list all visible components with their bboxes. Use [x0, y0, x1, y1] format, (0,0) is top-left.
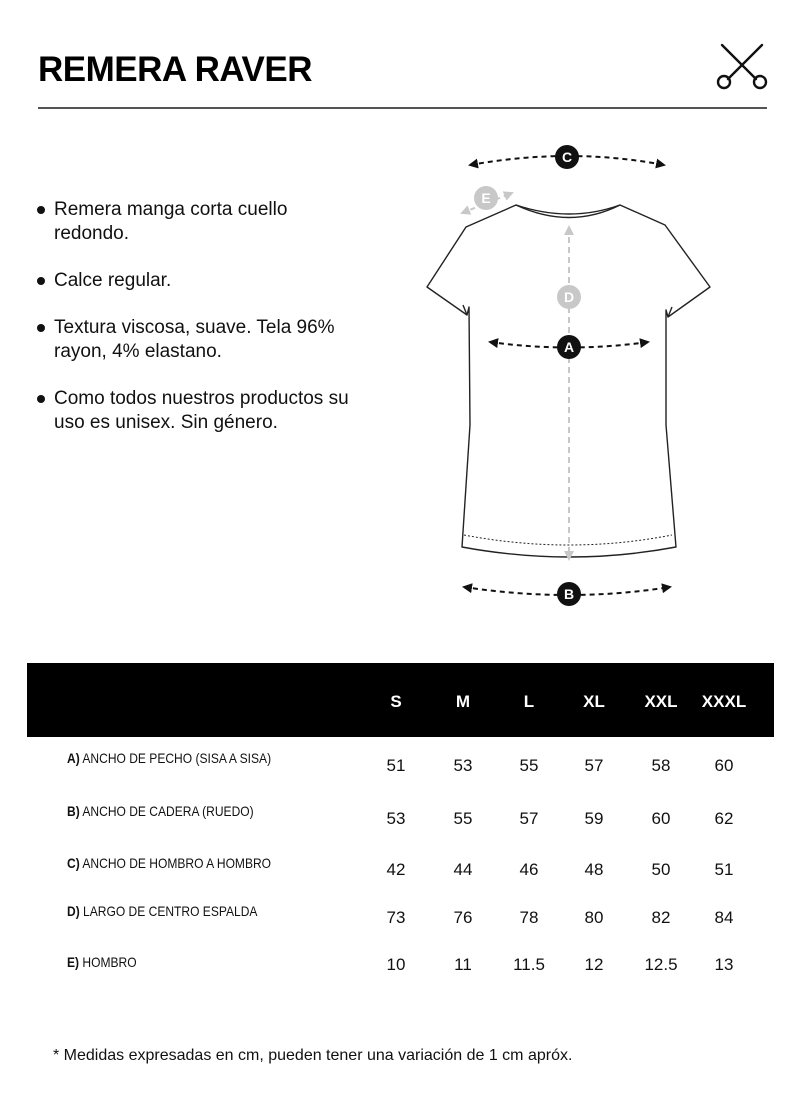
- svg-text:D: D: [563, 289, 575, 305]
- svg-text:E: E: [481, 190, 491, 206]
- table-cell: 13: [714, 955, 734, 974]
- bullet-dot: [37, 324, 45, 332]
- feature-item: Textura viscosa, suave. Tela 96% rayon, 4% elastano.: [36, 316, 366, 364]
- table-cell: 78: [519, 908, 539, 927]
- scissors-icon: [714, 42, 770, 90]
- table-cell: 48: [584, 860, 604, 879]
- table-cell: 76: [453, 908, 473, 927]
- table-cell: 11.5: [513, 955, 545, 974]
- page-title: REMERA RAVER: [38, 50, 313, 89]
- feature-item: Calce regular.: [36, 269, 366, 293]
- bullet-dot: [37, 206, 45, 214]
- row-label: D) LARGO DE CENTRO ESPALDA: [67, 903, 258, 919]
- svg-text:C: C: [561, 149, 573, 165]
- table-cell: 82: [651, 908, 671, 927]
- svg-text:B: B: [563, 586, 575, 602]
- table-cell: 12: [584, 955, 604, 974]
- table-cell: 57: [519, 809, 539, 828]
- table-cell: 51: [714, 860, 734, 879]
- bullet-dot: [37, 395, 45, 403]
- table-cell: 60: [651, 809, 671, 828]
- table-cell: 44: [453, 860, 473, 879]
- marker-d: [557, 285, 581, 309]
- table-cell: 60: [714, 756, 734, 775]
- feature-list: [36, 198, 366, 458]
- row-label: C) ANCHO DE HOMBRO A HOMBRO: [67, 855, 272, 871]
- table-cell: 84: [714, 908, 734, 927]
- feature-item: Remera manga corta cuello redondo.: [36, 198, 366, 246]
- table-cell: 11: [454, 955, 472, 974]
- table-cell: 80: [584, 908, 604, 927]
- marker-a: [557, 335, 581, 359]
- marker-c: [555, 145, 579, 169]
- table-cell: 59: [584, 809, 604, 828]
- table-cell: 10: [386, 955, 406, 974]
- table-cell: 51: [386, 756, 406, 775]
- table-cell: 46: [519, 860, 539, 879]
- size-header-l: L: [523, 692, 535, 711]
- table-cell: 12.5: [644, 955, 678, 974]
- size-header-xxl: XXL: [644, 692, 678, 711]
- table-cell: 53: [386, 809, 406, 828]
- size-header-s: S: [390, 692, 402, 711]
- table-cell: 50: [651, 860, 671, 879]
- table-cell: 73: [386, 908, 406, 927]
- table-cell: 62: [714, 809, 734, 828]
- marker-e: [474, 186, 498, 210]
- feature-item: Como todos nuestros productos su uso es unisex. Sin género.: [36, 387, 366, 435]
- table-cell: 53: [453, 756, 473, 775]
- table-cell: 55: [453, 809, 473, 828]
- footnote: * Medidas expresadas en cm, pueden tener una variación de 1 cm apróx.: [53, 1047, 573, 1064]
- row-label: A) ANCHO DE PECHO (SISA A SISA): [67, 750, 272, 766]
- row-label: E) HOMBRO: [67, 954, 137, 970]
- table-cell: 57: [584, 756, 604, 775]
- size-header-xl: XL: [583, 692, 605, 711]
- size-header-xxxl: XXXL: [701, 692, 747, 711]
- table-cell: 58: [651, 756, 671, 775]
- tshirt-diagram: [420, 135, 720, 615]
- svg-text:A: A: [563, 339, 575, 355]
- header-divider: [38, 107, 767, 109]
- size-header-m: M: [455, 692, 471, 711]
- table-cell: 42: [386, 860, 406, 879]
- bullet-dot: [37, 277, 45, 285]
- table-cell: 55: [519, 756, 539, 775]
- row-label: B) ANCHO DE CADERA (RUEDO): [67, 803, 254, 819]
- marker-b: [557, 582, 581, 606]
